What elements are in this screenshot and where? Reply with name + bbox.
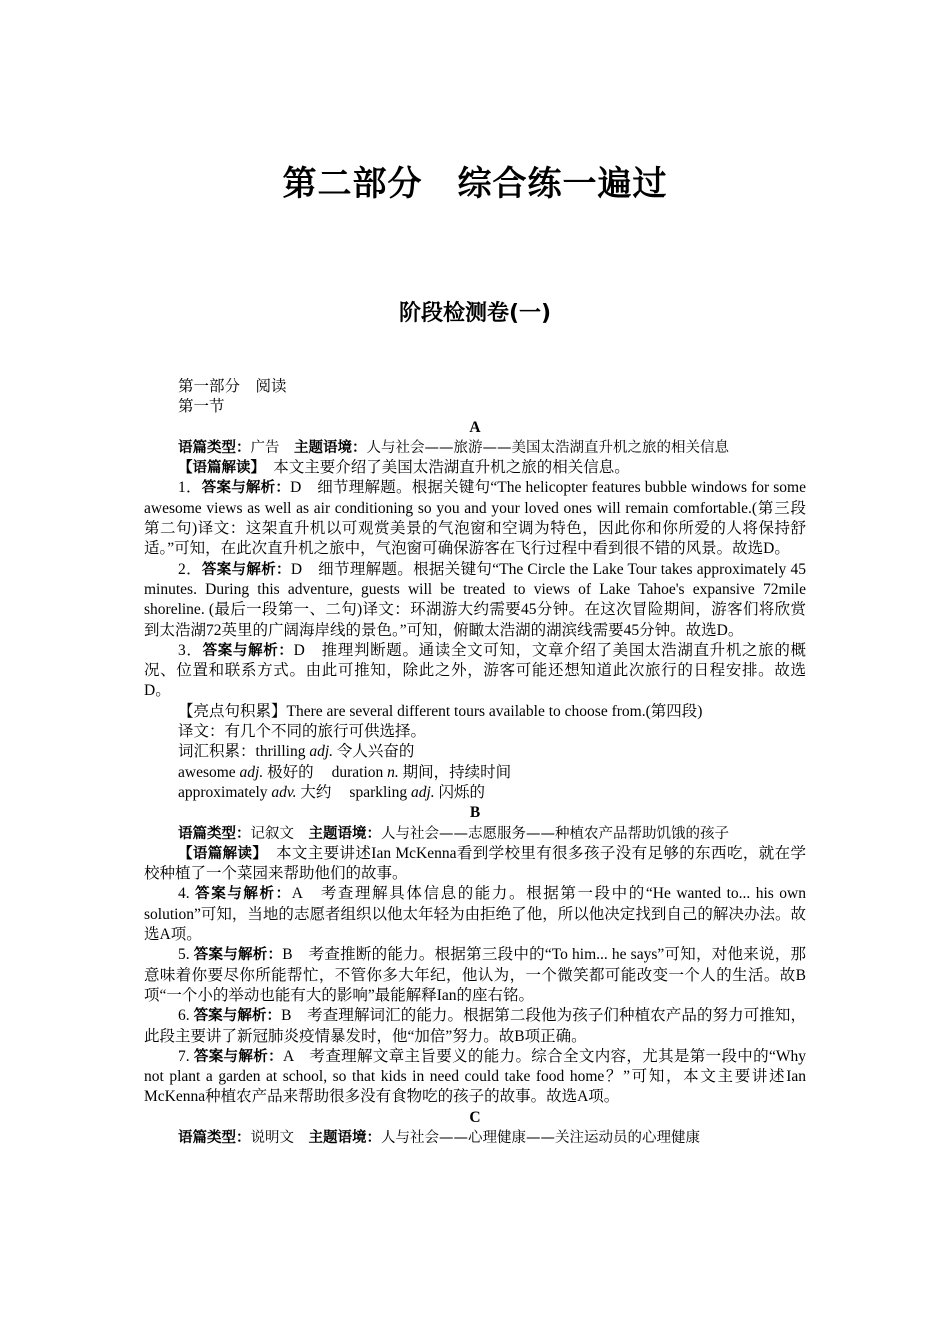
answer-4: 4. 答案与解析：A 考查理解具体信息的能力。根据第一段中的“He wanted to... his own solution”可知，当地的志愿者组织以他太年轻为由拒绝了他，所以他决定找到自己的解决办法。故选A项。 (144, 885, 807, 944)
passage-b-intro: 【语篇解读】 本文主要讲述Ian McKenna看到学校里有很多孩子没有足够的东西吃，就在学校种植了一个菜园来帮助他们的故事。 (144, 844, 806, 883)
passage-a-intro: 【语篇解读】 本文主要介绍了美国太浩湖直升机之旅的相关信息。 (178, 459, 630, 477)
main-title: 第二部分 综合练一遍过 (282, 164, 668, 204)
answer-3: 3．答案与解析：D 推理判断题。通读全文可知，文章介绍了美国太浩湖直升机之旅的概况、位置和联系方式。由此可推知，除此之外，游客可能还想知道此次旅行的日程安排。故选D。 (144, 641, 806, 700)
answer-1: 1．答案与解析：D 细节理解题。根据关键句“The helicopter features bubble windows for some awesome views as well as air conditioning so you and your loved ones will remain comfortable.(第三段第二句)译文：这架直升机以可观赏美景的气泡窗和空调为特色，因此你和你所爱的人将保持舒适。”可知，在此次直升机之旅中，气泡窗可确保游客在飞行过程中看到很不错的风景。故选D。 (144, 479, 806, 558)
highlight-translation: 译文：有几个不同的旅行可供选择。 (178, 723, 427, 741)
passage-a-type: 语篇类型：广告 主题语境：人与社会——旅游——美国太浩湖直升机之旅的相关信息 (178, 439, 729, 456)
passage-a-letter: A (469, 418, 481, 436)
answer-5: 5. 答案与解析：B 考查推断的能力。根据第三段中的“To him... he says”可知，对他来说，那意味着你要尽你所能帮忙，不管你多大年纪，他认为，一个微笑都可能改变一个人的生活。故B项“一个小的举动也能有大的影响”最能解释Ian的座右铭。 (144, 946, 807, 1004)
document-body (144, 377, 806, 1148)
part-heading: 第一部分 阅读 (178, 378, 287, 395)
answer-6: 6. 答案与解析：B 考查理解词汇的能力。根据第二段他为孩子们种植农产品的努力可推知，此段主要讲了新冠肺炎疫情暴发时，他“加倍”努力。故B项正确。 (144, 1007, 807, 1045)
vocab-line-3: approximately adv. 大约 sparkling adj. 闪烁的 (178, 783, 486, 801)
passage-b-type: 语篇类型：记叙文 主题语境：人与社会——志愿服务——种植农产品帮助饥饿的孩子 (178, 825, 729, 842)
vocab-word: sparkling (349, 783, 408, 801)
vocab-line-2: awesome adj. 极好的 duration n. 期间，持续时间 (178, 763, 512, 781)
sub-part-heading: 第一节 (178, 398, 225, 416)
passage-c-letter: C (469, 1108, 481, 1126)
sub-title: 阶段检测卷(一) (398, 301, 552, 326)
passage-b-letter: B (469, 804, 481, 822)
vocab-word: approximately (178, 783, 268, 801)
answer-7: 7. 答案与解析：A 考查理解文章主旨要义的能力。综合全文内容，尤其是第一段中的“Why not plant a garden at school, so that kids in need could take food home？”可知，本文主要讲述Ian McKenna种植农产品来帮助很多没有食物吃的孩子的故事。故选A项。 (144, 1047, 807, 1106)
vocab-word: awesome (178, 763, 236, 781)
vocab-word: thrilling (255, 743, 306, 761)
passage-c-type: 语篇类型：说明文 主题语境：人与社会——心理健康——关注运动员的心理健康 (178, 1129, 700, 1146)
vocab-word: duration (331, 763, 384, 781)
highlight-sentence: 【亮点句积累】There are several different tours available to choose from.(第四段) (178, 702, 703, 720)
answer-2: 2．答案与解析：D 细节理解题。根据关键句“The Circle the Lake Tour takes approximately 45 minutes. During this adventure, guests will be treated to views of Lake Tahoe's expansive 72mile shoreline. (最后一段第一、二句)译文：环湖游大约需要45分钟。在这次冒险期间，游客们将欣赏到太浩湖72英里的广阔海岸线的景色。”可知，俯瞰太浩湖的湖滨线需要45分钟。故选D。 (144, 560, 806, 639)
vocab-line-1: 词汇积累：thrilling adj. 令人兴奋的 (178, 743, 415, 761)
